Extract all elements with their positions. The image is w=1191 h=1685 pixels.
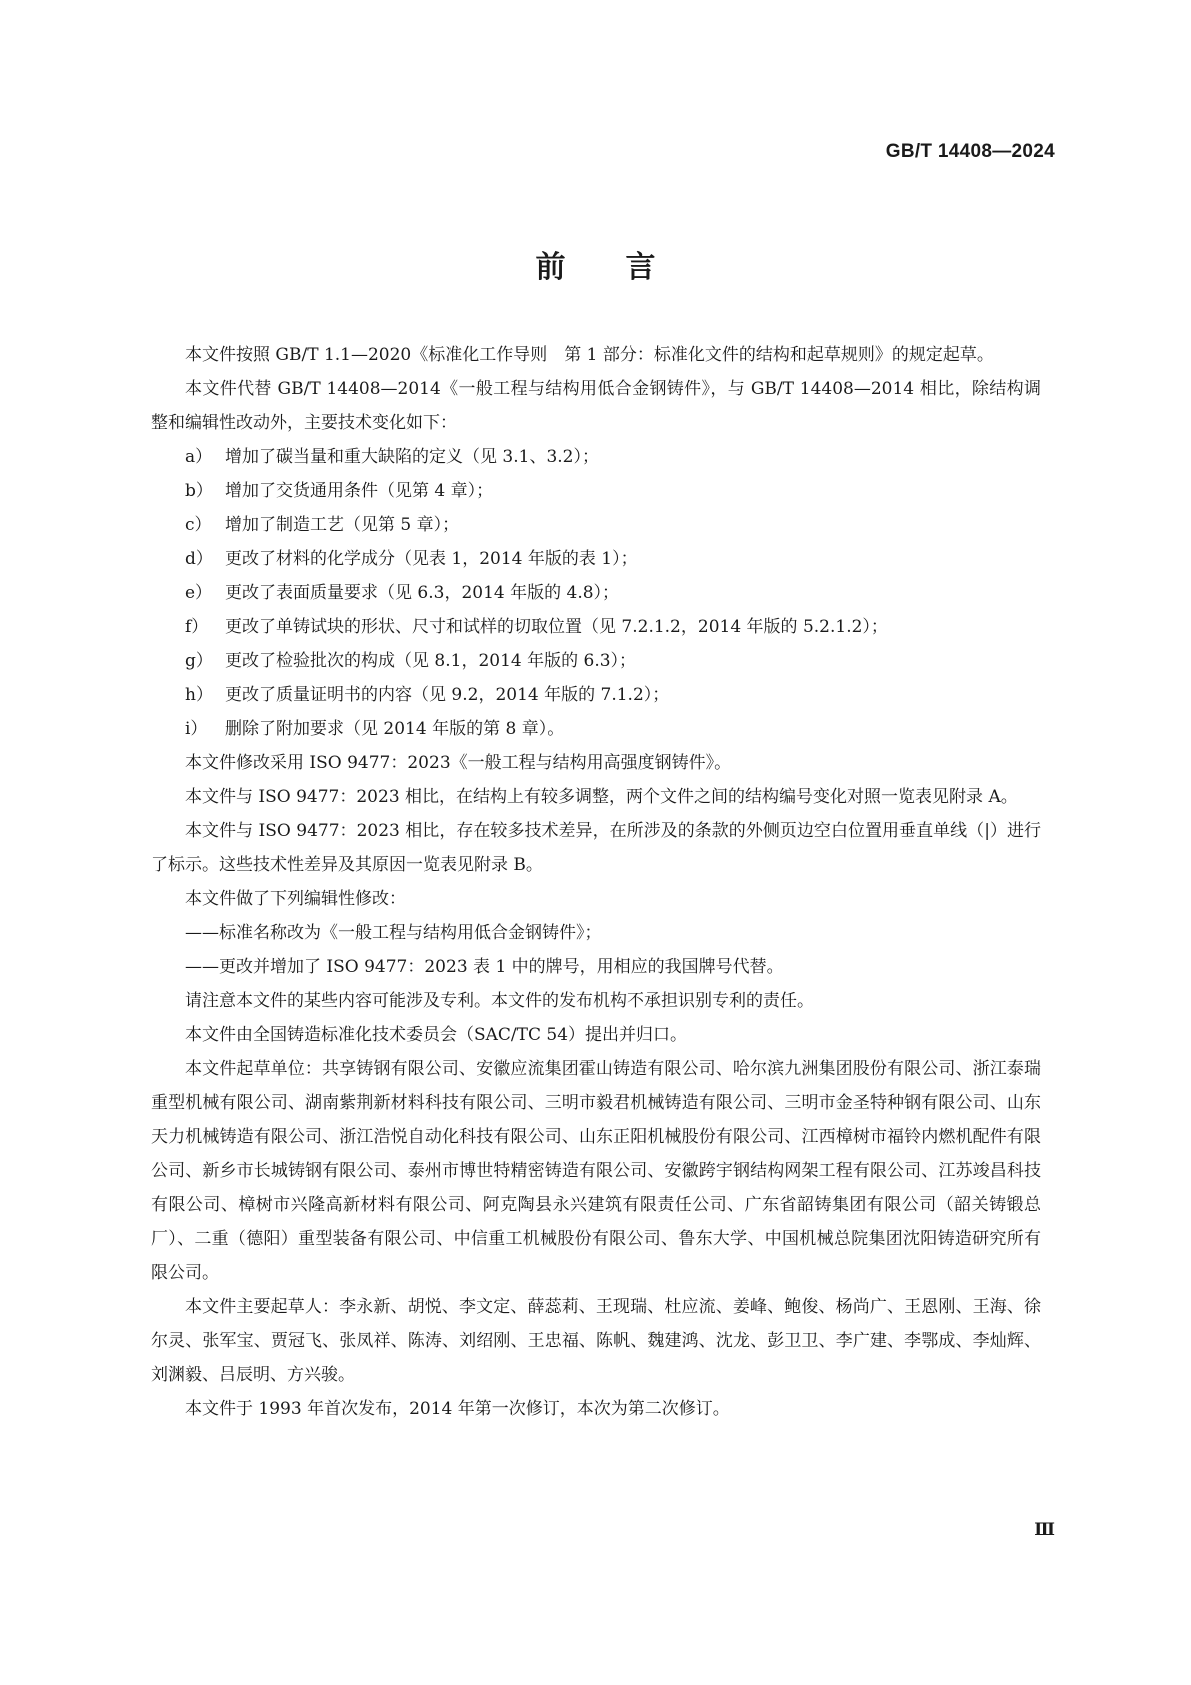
change-item: i） 删除了附加要求（见 2014 年版的第 8 章）。: [185, 719, 565, 739]
drafting-units-paragraph: 本文件起草单位：共享铸钢有限公司、安徽应流集团霍山铸造有限公司、哈尔滨九洲集团股份有限公司、浙江泰瑞重型机械有限公司、湖南紫荆新材料科技有限公司、三明市毅君机械铸造有限公司、三明市金圣特种钢有限公司、山东天力机械铸造有限公司、浙江浩悦自动化科技有限公司、山东正阳机械股份有限公司、江西樟树市福铃内燃机配件有限公司、新乡市长城铸钢有限公司、泰州市博世特精密铸造有限公司、安徽跨宇钢结构网架工程有限公司、江苏竣昌科技有限公司、樟树市兴隆高新材料有限公司、阿克陶县永兴建筑有限责任公司、广东省韶铸集团有限公司（韶关铸锻总厂）、二重（德阳）重型装备有限公司、中信重工机械股份有限公司、鲁东大学、中国机械总院集团沈阳铸造研究所有限公司。: [151, 1059, 1041, 1283]
change-item: a） 增加了碳当量和重大缺陷的定义（见 3.1、3.2）；: [185, 447, 599, 467]
editorial-change-item: ——标准名称改为《一般工程与结构用低合金钢铸件》；: [185, 923, 602, 943]
paragraph: 本文件与 ISO 9477：2023 相比，在结构上有较多调整，两个文件之间的结构编号变化对照一览表见附录 A。: [185, 787, 1018, 807]
paragraph: 本文件按照 GB/T 1.1—2020《标准化工作导则 第 1 部分：标准化文件的结构和起草规则》的规定起草。: [185, 345, 994, 365]
drafters-paragraph: 本文件主要起草人：李永新、胡悦、李文定、薛蕊莉、王现瑞、杜应流、姜峰、鲍俊、杨尚广、王恩刚、王海、徐尔灵、张军宝、贾冠飞、张凤祥、陈涛、刘绍刚、王忠福、陈帆、魏建鸿、沈龙、彭卫卫、李广建、李鄂成、李灿辉、刘渊毅、吕辰明、方兴骏。: [151, 1297, 1041, 1385]
paragraph: 本文件做了下列编辑性修改：: [185, 889, 406, 909]
change-item: h） 更改了质量证明书的内容（见 9.2，2014 年版的 7.1.2）；: [185, 685, 670, 705]
change-item: d） 更改了材料的化学成分（见表 1，2014 年版的表 1）；: [185, 549, 638, 569]
change-item: f） 更改了单铸试块的形状、尺寸和试样的切取位置（见 7.2.1.2，2014 年版的 5.2.1.2）；: [185, 617, 888, 637]
paragraph: 本文件由全国铸造标准化技术委员会（SAC/TC 54）提出并归口。: [185, 1025, 688, 1045]
paragraph: 本文件于 1993 年首次发布，2014 年第一次修订，本次为第二次修订。: [185, 1399, 730, 1419]
standard-number: GB/T 14408—2024: [885, 141, 1055, 162]
document-body: [151, 338, 1041, 1426]
paragraph: 本文件代替 GB/T 14408—2014《一般工程与结构用低合金钢铸件》，与 GB/T 14408—2014 相比，除结构调整和编辑性改动外，主要技术变化如下：: [151, 379, 1041, 433]
change-item: e） 更改了表面质量要求（见 6.3，2014 年版的 4.8）；: [185, 583, 620, 603]
change-item: c） 增加了制造工艺（见第 5 章）；: [185, 515, 460, 535]
paragraph: 本文件与 ISO 9477：2023 相比，存在较多技术差异，在所涉及的条款的外侧页边空白位置用垂直单线（|）进行了标示。这些技术性差异及其原因一览表见附录 B。: [151, 821, 1041, 875]
page-number: Ⅲ: [1034, 1520, 1055, 1540]
paragraph: 请注意本文件的某些内容可能涉及专利。本文件的发布机构不承担识别专利的责任。: [185, 991, 814, 1011]
page-title: 前言: [535, 250, 716, 285]
change-item: b） 增加了交货通用条件（见第 4 章）；: [185, 481, 494, 501]
change-item: g） 更改了检验批次的构成（见 8.1，2014 年版的 6.3）；: [185, 651, 637, 671]
editorial-change-item: ——更改并增加了 ISO 9477：2023 表 1 中的牌号，用相应的我国牌号代替。: [185, 957, 784, 977]
paragraph: 本文件修改采用 ISO 9477：2023《一般工程与结构用高强度钢铸件》。: [185, 753, 732, 773]
